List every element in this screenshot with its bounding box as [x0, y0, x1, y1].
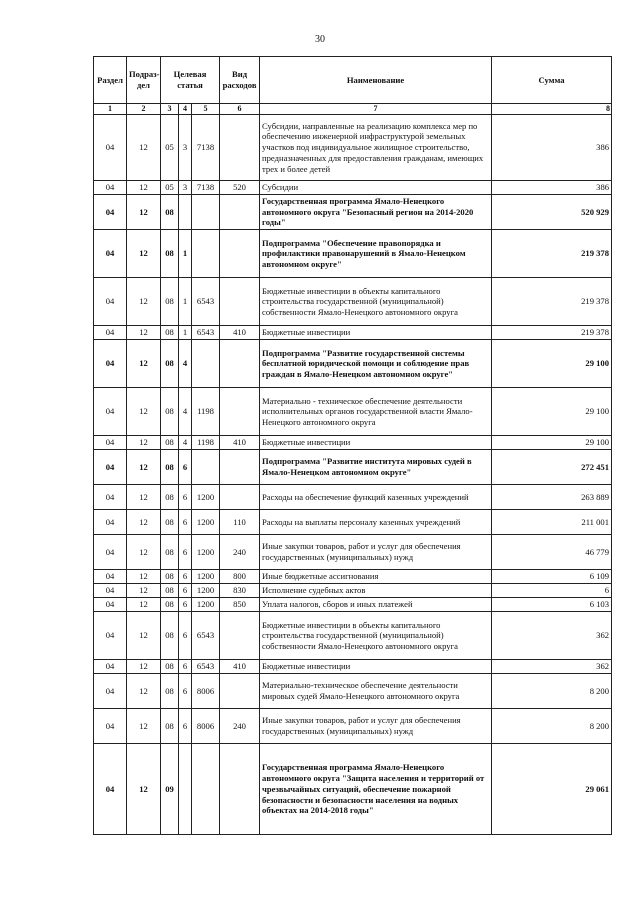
program-code-cell: 08 [161, 485, 179, 510]
sum-cell: 8 200 [492, 674, 612, 709]
sum-cell: 46 779 [492, 535, 612, 570]
subsection-cell: 12 [127, 584, 161, 598]
section-cell: 04 [94, 181, 127, 195]
section-cell: 04 [94, 612, 127, 660]
program-code-cell: 08 [161, 570, 179, 584]
column-number: 7 [260, 104, 492, 115]
section-cell: 04 [94, 388, 127, 436]
expense-type-cell [220, 388, 260, 436]
expense-type-cell: 830 [220, 584, 260, 598]
section-cell: 04 [94, 598, 127, 612]
table-row [94, 388, 612, 436]
column-number: 4 [179, 104, 192, 115]
budget-table [93, 56, 612, 835]
direction-code-cell [192, 450, 220, 485]
sum-cell: 29 061 [492, 744, 612, 835]
sum-cell: 211 001 [492, 510, 612, 535]
subprogram-code-cell: 6 [179, 485, 192, 510]
sum-cell: 29 100 [492, 340, 612, 388]
expense-type-cell [220, 115, 260, 181]
section-cell: 04 [94, 709, 127, 744]
program-code-cell: 08 [161, 230, 179, 278]
table-row [94, 584, 612, 598]
header-target-article: Целевая статья [161, 57, 220, 104]
subsection-cell: 12 [127, 744, 161, 835]
header-sum: Сумма [492, 57, 612, 104]
name-cell: Расходы на обеспечение функций казенных учреждений [260, 485, 492, 510]
table-row [94, 230, 612, 278]
program-code-cell: 08 [161, 340, 179, 388]
sum-cell: 6 [492, 584, 612, 598]
sum-cell: 386 [492, 181, 612, 195]
program-code-cell: 08 [161, 674, 179, 709]
name-cell: Бюджетные инвестиции в объекты капитального строительства государственной (муниципальной) собственности Ямало-Ненецкого автономного округа [260, 612, 492, 660]
name-cell: Материально-техническое обеспечение деятельности мировых судей Ямало-Ненецкого автономного округа [260, 674, 492, 709]
direction-code-cell: 1200 [192, 584, 220, 598]
name-cell: Иные бюджетные ассигнования [260, 570, 492, 584]
name-cell: Бюджетные инвестиции [260, 660, 492, 674]
expense-type-cell [220, 674, 260, 709]
subsection-cell: 12 [127, 181, 161, 195]
table-row [94, 674, 612, 709]
name-cell: Государственная программа Ямало-Ненецкого автономного округа "Безопасный регион на 2014-2020 годы" [260, 195, 492, 230]
header-name: Наименование [260, 57, 492, 104]
expense-type-cell: 240 [220, 709, 260, 744]
section-cell: 04 [94, 450, 127, 485]
subsection-cell: 12 [127, 570, 161, 584]
sum-cell: 263 889 [492, 485, 612, 510]
expense-type-cell [220, 278, 260, 326]
subprogram-code-cell: 6 [179, 584, 192, 598]
section-cell: 04 [94, 674, 127, 709]
program-code-cell: 08 [161, 510, 179, 535]
direction-code-cell: 7138 [192, 115, 220, 181]
sum-cell: 272 451 [492, 450, 612, 485]
direction-code-cell: 1200 [192, 535, 220, 570]
program-code-cell: 08 [161, 709, 179, 744]
expense-type-cell [220, 744, 260, 835]
program-code-cell: 08 [161, 535, 179, 570]
direction-code-cell: 1200 [192, 510, 220, 535]
subsection-cell: 12 [127, 278, 161, 326]
name-cell: Подпрограмма "Развитие института мировых судей в Ямало-Ненецком автономном округе" [260, 450, 492, 485]
name-cell: Уплата налогов, сборов и иных платежей [260, 598, 492, 612]
subprogram-code-cell: 6 [179, 660, 192, 674]
section-cell: 04 [94, 660, 127, 674]
direction-code-cell: 8006 [192, 674, 220, 709]
header-row [94, 57, 612, 104]
subsection-cell: 12 [127, 510, 161, 535]
table-row [94, 436, 612, 450]
section-cell: 04 [94, 340, 127, 388]
expense-type-cell: 410 [220, 660, 260, 674]
direction-code-cell: 1198 [192, 436, 220, 450]
table-row [94, 326, 612, 340]
direction-code-cell: 6543 [192, 278, 220, 326]
section-cell: 04 [94, 115, 127, 181]
section-cell: 04 [94, 535, 127, 570]
table-row [94, 181, 612, 195]
header-expense-type: Вид расходов [220, 57, 260, 104]
table-row [94, 709, 612, 744]
subprogram-code-cell: 3 [179, 181, 192, 195]
numbering-row [94, 104, 612, 115]
table-row [94, 115, 612, 181]
sum-cell: 8 200 [492, 709, 612, 744]
column-number: 5 [192, 104, 220, 115]
sum-cell: 6 109 [492, 570, 612, 584]
table-row [94, 660, 612, 674]
expense-type-cell: 850 [220, 598, 260, 612]
subsection-cell: 12 [127, 709, 161, 744]
expense-type-cell: 110 [220, 510, 260, 535]
expense-type-cell [220, 485, 260, 510]
subsection-cell: 12 [127, 340, 161, 388]
table-row [94, 340, 612, 388]
name-cell: Государственная программа Ямало-Ненецкого автономного округа "Защита населения и территорий от чрезвычайных ситуаций, обеспечение пожарной безопасности и безопасности населения на водных объектах на 2014-2018 годы" [260, 744, 492, 835]
subprogram-code-cell: 1 [179, 278, 192, 326]
expense-type-cell [220, 195, 260, 230]
expense-type-cell [220, 612, 260, 660]
table-row [94, 510, 612, 535]
subsection-cell: 12 [127, 674, 161, 709]
subsection-cell: 12 [127, 195, 161, 230]
expense-type-cell: 240 [220, 535, 260, 570]
name-cell: Расходы на выплаты персоналу казенных учреждений [260, 510, 492, 535]
header-section: Раздел [94, 57, 127, 104]
section-cell: 04 [94, 326, 127, 340]
subsection-cell: 12 [127, 598, 161, 612]
section-cell: 04 [94, 195, 127, 230]
name-cell: Материально - техническое обеспечение деятельности исполнительных органов государственной власти Ямало-Ненецкого автономного округа [260, 388, 492, 436]
subprogram-code-cell: 4 [179, 340, 192, 388]
expense-type-cell: 410 [220, 326, 260, 340]
subprogram-code-cell: 6 [179, 709, 192, 744]
direction-code-cell: 1198 [192, 388, 220, 436]
name-cell: Исполнение судебных актов [260, 584, 492, 598]
subprogram-code-cell [179, 744, 192, 835]
program-code-cell: 05 [161, 181, 179, 195]
table-row [94, 598, 612, 612]
section-cell: 04 [94, 510, 127, 535]
subsection-cell: 12 [127, 535, 161, 570]
direction-code-cell: 8006 [192, 709, 220, 744]
table-row [94, 278, 612, 326]
sum-cell: 29 100 [492, 388, 612, 436]
subprogram-code-cell: 3 [179, 115, 192, 181]
section-cell: 04 [94, 230, 127, 278]
column-number: 3 [161, 104, 179, 115]
direction-code-cell: 1200 [192, 598, 220, 612]
direction-code-cell [192, 340, 220, 388]
sum-cell: 362 [492, 660, 612, 674]
subprogram-code-cell: 6 [179, 570, 192, 584]
direction-code-cell: 6543 [192, 326, 220, 340]
name-cell: Бюджетные инвестиции [260, 436, 492, 450]
program-code-cell: 09 [161, 744, 179, 835]
sum-cell: 520 929 [492, 195, 612, 230]
expense-type-cell: 520 [220, 181, 260, 195]
column-number: 2 [127, 104, 161, 115]
sum-cell: 29 100 [492, 436, 612, 450]
expense-type-cell [220, 230, 260, 278]
subsection-cell: 12 [127, 388, 161, 436]
subsection-cell: 12 [127, 326, 161, 340]
subsection-cell: 12 [127, 436, 161, 450]
sum-cell: 362 [492, 612, 612, 660]
direction-code-cell: 6543 [192, 612, 220, 660]
table-body [94, 115, 612, 835]
program-code-cell: 08 [161, 278, 179, 326]
name-cell: Иные закупки товаров, работ и услуг для обеспечения государственных (муниципальных) нужд [260, 709, 492, 744]
name-cell: Бюджетные инвестиции в объекты капитального строительства государственной (муниципальной) собственности Ямало-Ненецкого автономного округа [260, 278, 492, 326]
direction-code-cell: 1200 [192, 485, 220, 510]
subsection-cell: 12 [127, 450, 161, 485]
subprogram-code-cell: 6 [179, 598, 192, 612]
subprogram-code-cell: 6 [179, 535, 192, 570]
subsection-cell: 12 [127, 115, 161, 181]
section-cell: 04 [94, 570, 127, 584]
header-subsection: Подраз-дел [127, 57, 161, 104]
column-number: 6 [220, 104, 260, 115]
program-code-cell: 08 [161, 326, 179, 340]
subprogram-code-cell: 6 [179, 510, 192, 535]
table-row [94, 612, 612, 660]
direction-code-cell: 6543 [192, 660, 220, 674]
table-row [94, 485, 612, 510]
subprogram-code-cell: 4 [179, 436, 192, 450]
program-code-cell: 08 [161, 388, 179, 436]
subprogram-code-cell: 1 [179, 230, 192, 278]
expense-type-cell: 410 [220, 436, 260, 450]
table-row [94, 450, 612, 485]
section-cell: 04 [94, 278, 127, 326]
subsection-cell: 12 [127, 660, 161, 674]
sum-cell: 386 [492, 115, 612, 181]
program-code-cell: 08 [161, 450, 179, 485]
table-row [94, 195, 612, 230]
column-number: 8 [492, 104, 612, 115]
subsection-cell: 12 [127, 485, 161, 510]
program-code-cell: 05 [161, 115, 179, 181]
program-code-cell: 08 [161, 195, 179, 230]
program-code-cell: 08 [161, 660, 179, 674]
expense-type-cell [220, 340, 260, 388]
subprogram-code-cell: 6 [179, 450, 192, 485]
sum-cell: 219 378 [492, 326, 612, 340]
name-cell: Подпрограмма "Развитие государственной системы бесплатной юридической помощи и соблюдение прав граждан в Ямало-Ненецком автономном округе" [260, 340, 492, 388]
page-number: 30 [315, 34, 325, 45]
program-code-cell: 08 [161, 612, 179, 660]
expense-type-cell [220, 450, 260, 485]
direction-code-cell [192, 230, 220, 278]
table-row [94, 570, 612, 584]
name-cell: Подпрограмма "Обеспечение правопорядка и профилактики правонарушений в Ямало-Ненецком автономном округе" [260, 230, 492, 278]
direction-code-cell [192, 744, 220, 835]
subprogram-code-cell [179, 195, 192, 230]
subprogram-code-cell: 6 [179, 612, 192, 660]
expense-type-cell: 800 [220, 570, 260, 584]
direction-code-cell [192, 195, 220, 230]
section-cell: 04 [94, 485, 127, 510]
direction-code-cell: 1200 [192, 570, 220, 584]
section-cell: 04 [94, 584, 127, 598]
table-row [94, 535, 612, 570]
name-cell: Субсидии, направленные на реализацию комплекса мер по обеспечению инженерной инфраструктурой земельных участков под индивидуальное жилищное строительство, предназначенных для предоставления гражданам, имеющих трех и более детей [260, 115, 492, 181]
column-number: 1 [94, 104, 127, 115]
program-code-cell: 08 [161, 436, 179, 450]
section-cell: 04 [94, 744, 127, 835]
subprogram-code-cell: 4 [179, 388, 192, 436]
program-code-cell: 08 [161, 598, 179, 612]
name-cell: Субсидии [260, 181, 492, 195]
subprogram-code-cell: 6 [179, 674, 192, 709]
subsection-cell: 12 [127, 230, 161, 278]
table-row [94, 744, 612, 835]
direction-code-cell: 7138 [192, 181, 220, 195]
name-cell: Иные закупки товаров, работ и услуг для обеспечения государственных (муниципальных) нужд [260, 535, 492, 570]
sum-cell: 6 103 [492, 598, 612, 612]
subsection-cell: 12 [127, 612, 161, 660]
section-cell: 04 [94, 436, 127, 450]
sum-cell: 219 378 [492, 278, 612, 326]
name-cell: Бюджетные инвестиции [260, 326, 492, 340]
program-code-cell: 08 [161, 584, 179, 598]
subprogram-code-cell: 1 [179, 326, 192, 340]
sum-cell: 219 378 [492, 230, 612, 278]
